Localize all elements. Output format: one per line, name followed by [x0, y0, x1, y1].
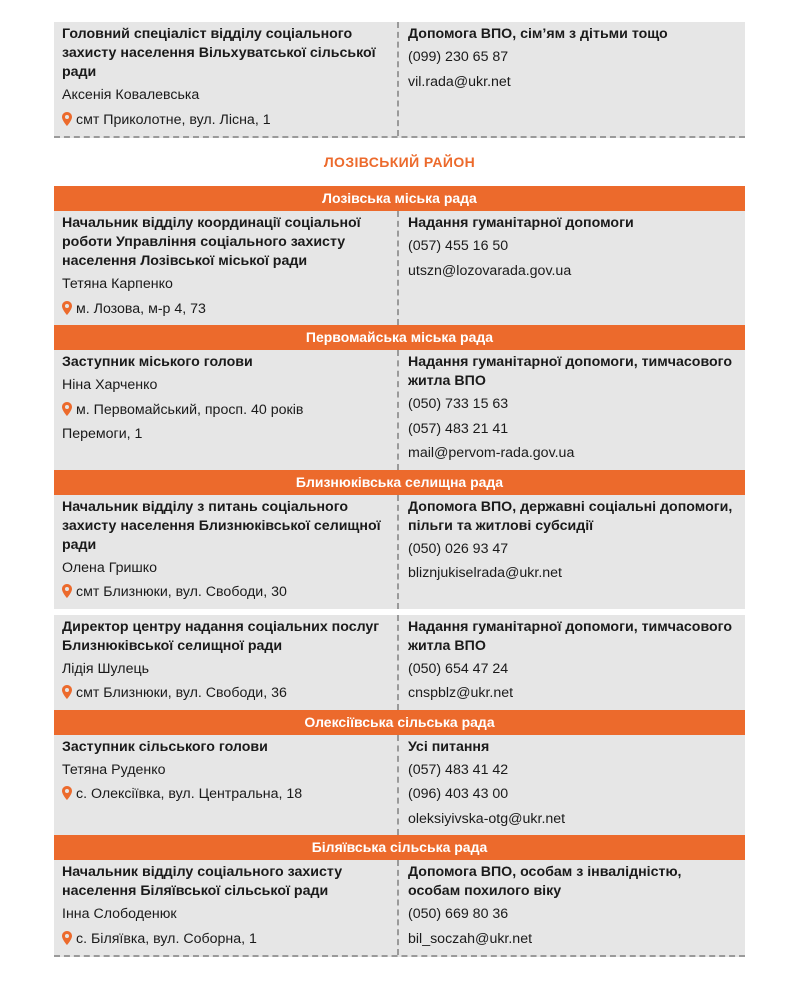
- address-text: смт Близнюки, вул. Свободи, 30: [76, 584, 287, 600]
- address-text: м. Первомайський, просп. 40 років: [76, 401, 304, 418]
- service-title: Допомога ВПО, сім’ям з дітьми тощо: [408, 26, 668, 42]
- phone-number[interactable]: (050) 733 15 63: [408, 396, 509, 412]
- location-pin-icon: [62, 112, 72, 126]
- contact-right-column: [399, 615, 745, 710]
- contact-left-column: [54, 495, 399, 609]
- address-line: [62, 681, 389, 706]
- address-text: смт Приколотне, вул. Лісна, 1: [76, 111, 271, 128]
- address-text: с. Біляївка, вул. Соборна, 1: [76, 930, 257, 947]
- contact-row: [54, 350, 745, 470]
- section-header: Біляївська сільська рада: [54, 835, 745, 860]
- contact-right-column: [399, 211, 745, 325]
- location-pin-icon: [62, 301, 72, 315]
- phone-number[interactable]: (099) 230 65 87: [408, 49, 509, 65]
- section-header: Лозівська міська рада: [54, 186, 745, 211]
- position-title: Начальник відділу координації соціальної роботи Управління соціального захисту населення Лозівської міської ради: [62, 215, 361, 269]
- position-title: Заступник міського голови: [62, 354, 253, 370]
- person-name: Тетяна Руденко: [62, 761, 166, 778]
- position-title: Начальник відділу з питань соціального захисту населення Близнюківської селищної ради: [62, 498, 381, 553]
- email-link[interactable]: bliznjukiselrada@ukr.net: [408, 565, 562, 581]
- address-line: [62, 927, 389, 952]
- section-header: Олексіївська сільська рада: [54, 710, 745, 735]
- email-link[interactable]: vil.rada@ukr.net: [408, 73, 511, 90]
- location-pin-icon: [62, 685, 72, 699]
- address-line: [62, 782, 389, 807]
- service-title: Усі питання: [408, 738, 490, 755]
- location-pin-icon: [62, 931, 72, 945]
- person-name: Інна Слободенюк: [62, 906, 177, 922]
- contact-left-column: [54, 350, 399, 470]
- contact-right-column: [399, 495, 745, 609]
- district-title: ЛОЗІВСЬКИЙ РАЙОН: [323, 154, 476, 170]
- address-continuation: Перемоги, 1: [62, 426, 143, 442]
- phone-number[interactable]: (057) 483 41 42: [408, 761, 509, 778]
- person-name: Лідія Шулець: [62, 660, 149, 677]
- phone-number[interactable]: (050) 654 47 24: [408, 660, 509, 677]
- contact-row: [54, 495, 745, 609]
- contact-row: [54, 615, 745, 710]
- email-link[interactable]: cnspblz@ukr.net: [408, 685, 514, 701]
- location-pin-icon: [62, 786, 72, 800]
- address-line: [62, 580, 389, 605]
- contact-left-column: [54, 211, 399, 325]
- service-title: Допомога ВПО, особам з інвалідністю, особам похилого віку: [408, 864, 682, 899]
- section-header: Близнюківська селищна рада: [54, 470, 745, 495]
- person-name: Аксенія Ковалевська: [62, 87, 200, 103]
- contact-left-column: [54, 735, 399, 836]
- contact-right-column: [399, 860, 745, 955]
- location-pin-icon: [62, 402, 72, 416]
- phone-number[interactable]: (050) 669 80 36: [408, 906, 509, 922]
- address-text: смт Близнюки, вул. Свободи, 36: [76, 685, 287, 701]
- section-header: Первомайська міська рада: [54, 325, 745, 350]
- contact-row: [54, 22, 745, 138]
- address-line: [62, 398, 389, 423]
- person-name: Ніна Харченко: [62, 377, 158, 393]
- contact-row: [54, 735, 745, 836]
- contact-left-column: [54, 22, 399, 136]
- service-title: Надання гуманітарної допомоги, тимчасового житла ВПО: [408, 354, 733, 389]
- phone-number[interactable]: (096) 403 43 00: [408, 786, 509, 802]
- contact-left-column: [54, 860, 399, 955]
- email-link[interactable]: utszn@lozovarada.gov.ua: [408, 262, 572, 279]
- contact-right-column: [399, 735, 745, 836]
- email-link[interactable]: mail@pervom-rada.gov.ua: [408, 445, 575, 461]
- address-line: [62, 108, 389, 133]
- location-pin-icon: [62, 584, 72, 598]
- position-title: Заступник сільського голови: [62, 738, 268, 755]
- phone-number[interactable]: (050) 026 93 47: [408, 540, 509, 557]
- person-name: Тетяна Карпенко: [62, 276, 173, 292]
- contact-right-column: [399, 350, 745, 470]
- phone-number[interactable]: (057) 483 21 41: [408, 420, 509, 437]
- position-title: Директор центру надання соціальних послуг Близнюківської селищної ради: [62, 618, 380, 654]
- contact-right-column: [399, 22, 745, 136]
- address-text: м. Лозова, м-р 4, 73: [76, 300, 206, 317]
- contact-row: [54, 211, 745, 325]
- email-link[interactable]: oleksiyivska-otg@ukr.net: [408, 810, 566, 827]
- contact-left-column: [54, 615, 399, 710]
- position-title: Головний спеціаліст відділу соціального захисту населення Вільхуватської сільської ради: [62, 26, 376, 80]
- service-title: Надання гуманітарної допомоги: [408, 215, 634, 231]
- contact-row: [54, 860, 745, 957]
- position-title: Начальник відділу соціального захисту населення Біляївської сільської ради: [62, 864, 343, 899]
- service-title: Допомога ВПО, державні соціальні допомоги, пільги та житлові субсидії: [408, 498, 733, 534]
- email-link[interactable]: bil_soczah@ukr.net: [408, 930, 533, 947]
- address-line: [62, 297, 389, 322]
- person-name: Олена Гришко: [62, 559, 158, 576]
- address-text: с. Олексіївка, вул. Центральна, 18: [76, 786, 303, 802]
- service-title: Надання гуманітарної допомоги, тимчасового житла ВПО: [408, 618, 733, 654]
- contacts-document: [54, 22, 745, 957]
- phone-number[interactable]: (057) 455 16 50: [408, 238, 509, 254]
